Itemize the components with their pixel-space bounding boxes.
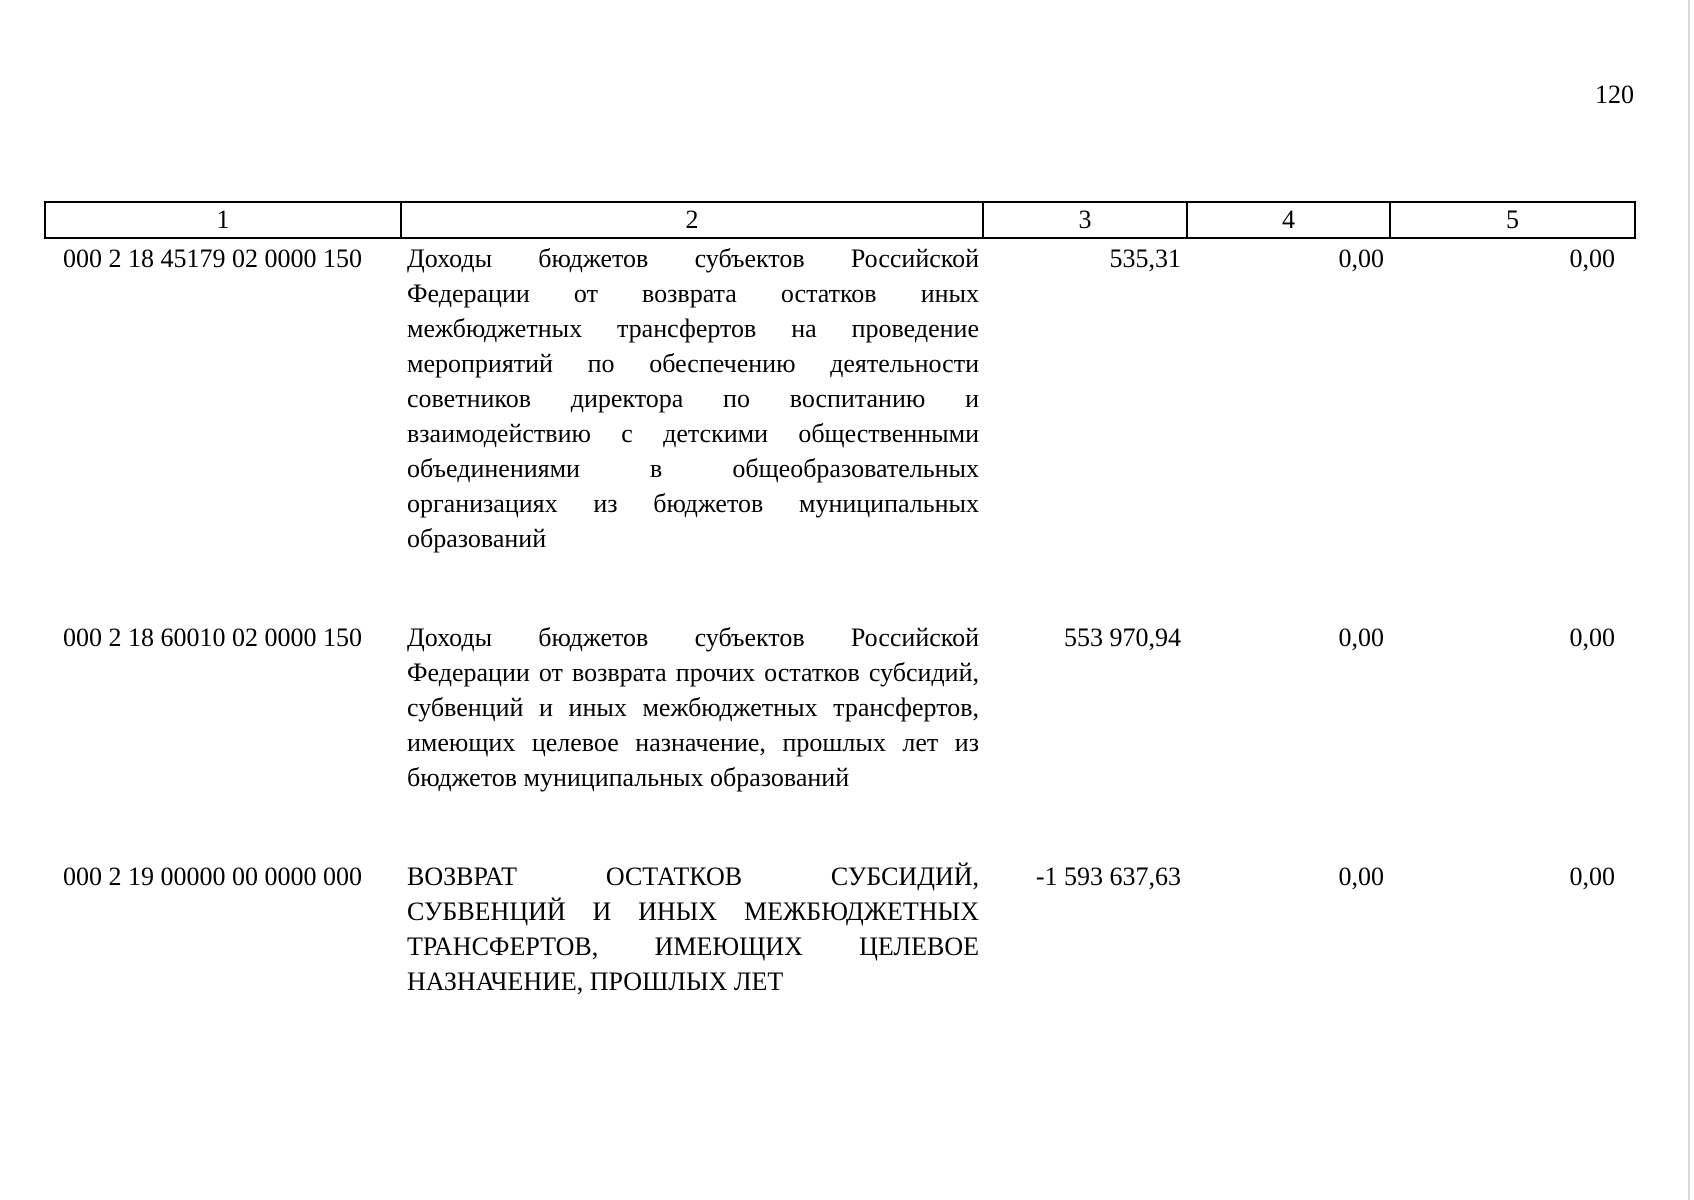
value-col-4: 0,00 <box>1338 862 1384 891</box>
header-col-3: 3 <box>983 202 1187 238</box>
page-number: 120 <box>1595 80 1634 109</box>
table-header <box>45 202 1635 238</box>
value-col-3: 553 970,94 <box>1064 623 1181 652</box>
budget-table <box>44 201 1636 999</box>
value-col-4: 0,00 <box>1338 244 1384 273</box>
table-row <box>45 857 1635 999</box>
table-row <box>45 238 1635 618</box>
header-col-1: 1 <box>45 202 401 238</box>
header-col-4: 4 <box>1187 202 1390 238</box>
budget-code: 000 2 18 60010 02 0000 150 <box>63 623 362 652</box>
scan-edge-line <box>1688 0 1690 1200</box>
header-col-5: 5 <box>1390 202 1635 238</box>
value-col-3: -1 593 637,63 <box>1035 862 1181 891</box>
value-col-5: 0,00 <box>1569 623 1615 652</box>
table-row <box>45 618 1635 857</box>
value-col-3: 535,31 <box>1109 244 1181 273</box>
header-row <box>45 202 1635 238</box>
row-description: Доходы бюджетов субъектов Российской Федерации от возврата остатков иных межбюджетных трансфертов на проведение мероприятий по обеспечению деятельности советников директора по воспитанию и взаимодействию с детскими общественными объединениями в общеобразовательных организациях из бюджетов муниципальных образований <box>407 244 979 553</box>
value-col-4: 0,00 <box>1338 623 1384 652</box>
row-description: Доходы бюджетов субъектов Российской Федерации от возврата прочих остатков субсидий, субвенций и иных межбюджетных трансфертов, имеющих целевое назначение, прошлых лет из бюджетов муниципальных образований <box>407 623 979 792</box>
budget-code: 000 2 18 45179 02 0000 150 <box>63 244 362 273</box>
value-col-5: 0,00 <box>1569 244 1615 273</box>
budget-code: 000 2 19 00000 00 0000 000 <box>63 862 362 891</box>
table-body <box>45 238 1635 999</box>
header-col-2: 2 <box>401 202 983 238</box>
value-col-5: 0,00 <box>1569 862 1615 891</box>
row-description: ВОЗВРАТ ОСТАТКОВ СУБСИДИЙ, СУБВЕНЦИЙ И ИНЫХ МЕЖБЮДЖЕТНЫХ ТРАНСФЕРТОВ, ИМЕЮЩИХ ЦЕЛЕВОЕ НАЗНАЧЕНИЕ, ПРОШЛЫХ ЛЕТ <box>407 862 979 996</box>
